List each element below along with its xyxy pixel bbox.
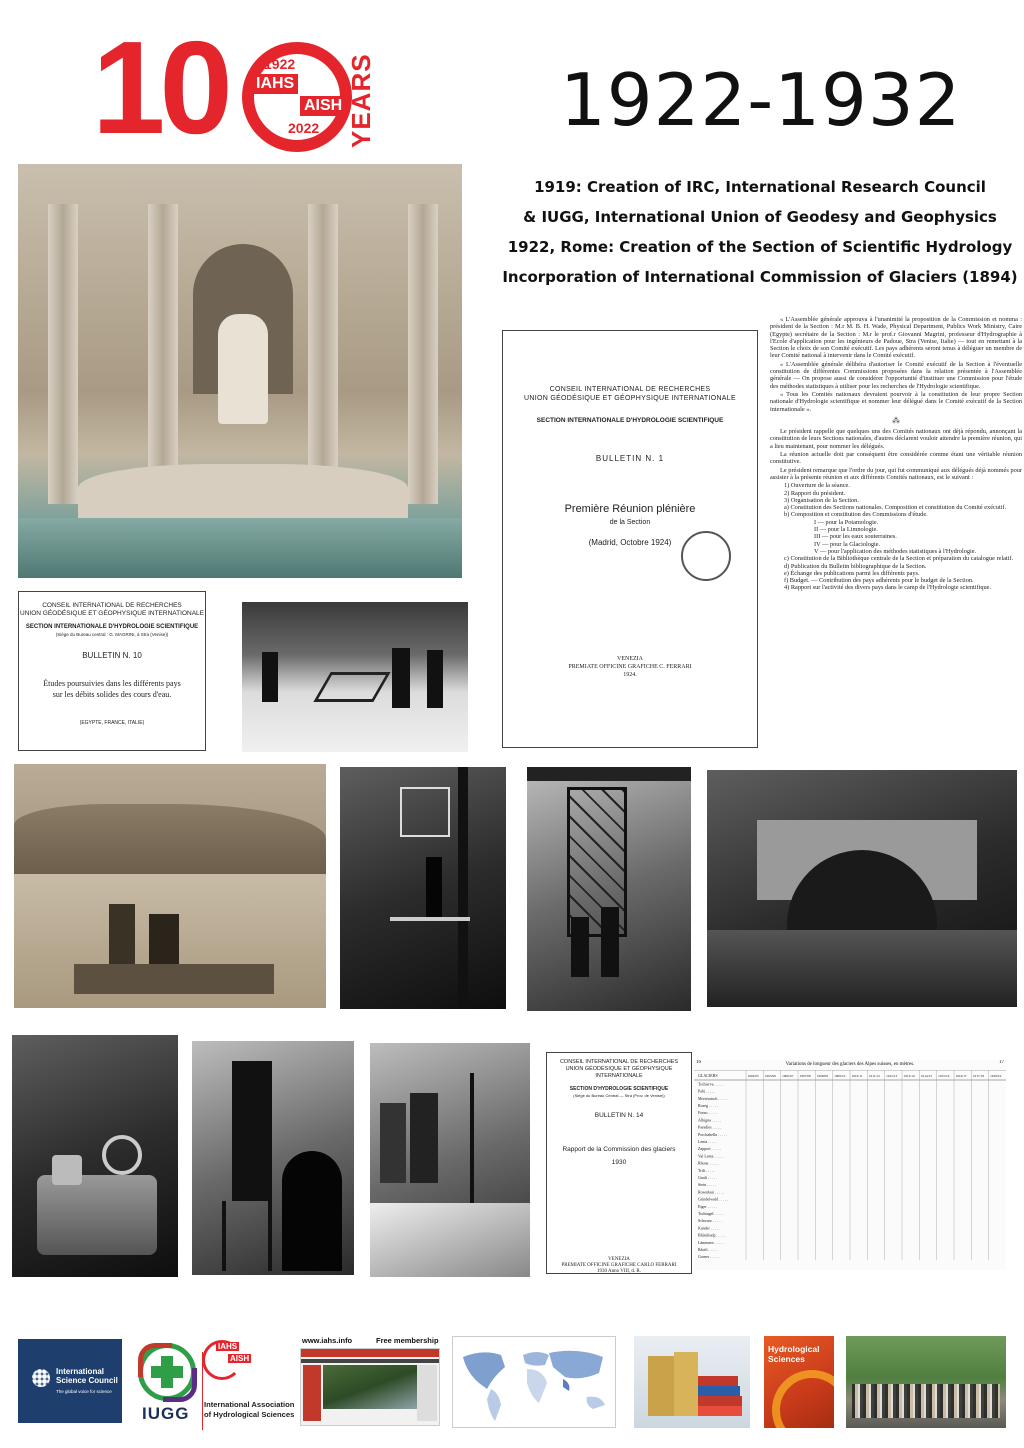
page-number-right: 17 — [999, 1060, 1004, 1065]
photo-bucket — [52, 1155, 82, 1185]
minutes-paragraph: La réunion actuelle doit par conséquent être considérée comme étant une véritable réunion constitutive. — [770, 451, 1022, 466]
logo-aish: AISH — [300, 96, 346, 116]
meeting-minutes-page — [770, 316, 1022, 752]
table-header-cell: 1909/10 — [834, 1074, 846, 1078]
history-line: 1922, Rome: Creation of the Section of Scientific Hydrology — [507, 238, 1013, 256]
page-number-left: 16 — [696, 1060, 701, 1065]
website-screenshot — [300, 1348, 440, 1426]
doc-printer: PREMIATE OFFICINE GRAFICHE C. FERRARI — [568, 664, 692, 670]
web-hero-image — [323, 1365, 417, 1409]
doc-number: BULLETIN N. 10 — [82, 651, 142, 660]
photo-column — [148, 204, 178, 504]
agenda-item: 3) Organisation de la Section. — [784, 496, 859, 504]
photo-tripod — [222, 1201, 272, 1271]
photo-sled — [313, 672, 390, 702]
iugg-label: IUGG — [142, 1404, 190, 1423]
aish-mark: AISH — [230, 1354, 250, 1363]
doc-place: (Madrid, Octobre 1924) — [588, 538, 672, 547]
table-row-label: Schwarz . . . . . — [698, 1218, 722, 1224]
stone-well-photo — [12, 1035, 178, 1277]
doc-subject: sur les débits solides des cours d'eau. — [52, 690, 172, 699]
doc-printer: PREMIATE OFFICINE GRAFICHE CARLO FERRARI — [561, 1263, 677, 1268]
minutes-paragraph: Le président remarque que l'ordre du jour, qui fut communiqué aux délégués déjà nommés pour assister à la présente réunion et aux différents Comités nationaux, est le suivant : — [770, 466, 1022, 481]
table-row-label: Val Lenta . . . . . — [698, 1153, 724, 1159]
book — [698, 1406, 742, 1416]
photo-well — [37, 1175, 157, 1255]
table-grid — [694, 1070, 1006, 1270]
table-header-cell: 1918/19 — [990, 1074, 1002, 1078]
agenda-list — [770, 482, 1022, 591]
isc-dots-icon — [32, 1369, 50, 1387]
membership-world-map — [452, 1336, 616, 1428]
table-header-cell: 1907/08 — [799, 1074, 811, 1078]
journal-title-line: Hydrological — [768, 1344, 820, 1354]
iahs-name-line: International Association — [204, 1400, 295, 1409]
table-header-cell: 1916/17 — [955, 1074, 967, 1078]
table-header-cell: 1906/07 — [782, 1074, 794, 1078]
doc-header: UNION GÉODÉSIQUE ET GÉOPHYSIQUE INTERNATIONALE — [524, 395, 736, 402]
agenda-item: f) Budget. — Contribution des pays adhérents pour le budget de la Section. — [784, 577, 974, 585]
doc-year: 1930 — [611, 1159, 627, 1166]
table-row-label: Tschingel . . . . . — [698, 1211, 724, 1216]
doc-number: BULLETIN N. 1 — [595, 454, 665, 463]
photo-figure — [601, 907, 619, 977]
isc-logo — [18, 1339, 122, 1423]
photo-raft — [74, 964, 274, 994]
table-row-label: Albigna . . . . . — [698, 1117, 721, 1123]
doc-office: (Siège du Bureau central : G. MAGRINI, à Stra (Venise)) — [55, 632, 169, 637]
photo-frame — [400, 787, 450, 837]
photo-girder — [527, 767, 691, 781]
history-line: & IUGG, International Union of Geodesy and Geophysics — [523, 208, 997, 226]
doc-year: 1924. — [623, 672, 637, 678]
table-header-cell: 1913/14 — [903, 1074, 915, 1078]
table-row-label: Tschierva . . . . . — [698, 1081, 724, 1087]
photo-figure — [410, 1093, 438, 1183]
doc-header: CONSEIL INTERNATIONAL DE RECHERCHES — [549, 386, 711, 393]
photo-pole — [470, 1073, 474, 1203]
doc-section: SECTION INTERNATIONALE D'HYDROLOGIE SCIENTIFIQUE — [536, 417, 724, 424]
table-row-label: Kander . . . . . — [698, 1225, 720, 1231]
iahs-divider — [202, 1352, 203, 1430]
history-line: 1919: Creation of IRC, International Research Council — [534, 178, 986, 196]
agenda-item: b) Composition et constitution des Commissions d'étude. — [784, 511, 928, 519]
photo-column — [408, 204, 438, 504]
poster-title: 1922-1932 — [560, 58, 962, 142]
photo-figure — [262, 652, 278, 702]
table-row-label: Blümlisalp . . . . . — [698, 1232, 726, 1238]
doc-header: CONSEIL INTERNATIONAL DE RECHERCHES — [42, 602, 182, 609]
photo-platform — [390, 917, 470, 921]
table-row-label: Lämmern . . . . . — [698, 1239, 724, 1245]
photo-instrument — [232, 1061, 272, 1201]
hydrological-sciences-journal — [764, 1336, 834, 1428]
table-header-cell: 1910/11 — [851, 1074, 863, 1078]
cableway-tower-photo — [340, 767, 506, 1009]
doc-place: (EGYPTE, FRANCE, ITALIE) — [79, 720, 145, 726]
iugg-cross-h — [151, 1366, 183, 1378]
photo-ice — [370, 1203, 530, 1277]
photo-crowd — [852, 1384, 1000, 1418]
agenda-item: 1) Ouverture de la séance. — [784, 482, 850, 490]
minutes-paragraph: « L'Assemblée générale approuva à l'unanimité la proposition de la Commission et nomma : président de la Section : M.r M. B. H. Wade, Physical Department, Publics Work Ministry, Caire (Egypte) secrétaire de la Section : M.r le prof.r Giovanni Magrini, professeur d'Hydrographie à l'Ecole d'application pour les ingénieurs de Padoue, Stra (Venise, Italie) — tout en remettant à la Section le choix de son Comité exécutif. Les pays adhérents seront tenus à déléguer un membre de leur Comité national à intervenir dans le Comité exécutif. — [770, 316, 1022, 360]
table-row-label: Forno . . . . . — [698, 1110, 718, 1116]
photo-figure — [426, 857, 442, 917]
table-header-cell: GLACIERS — [698, 1073, 718, 1078]
web-sidebar — [303, 1365, 321, 1421]
table-row-label: Zapport . . . . . — [698, 1146, 721, 1152]
agenda-item: IV — pour la Glaciologie. — [814, 540, 881, 548]
photo-pole — [458, 767, 468, 1009]
table-row-label: Rätzli . . . . . — [698, 1247, 718, 1252]
bulletin-14-cover — [546, 1052, 692, 1274]
doc-header: UNION GÉODÉSIQUE ET GÉOPHYSIQUE INTERNATIONALE — [565, 1066, 673, 1079]
doc-number: BULLETIN N. 14 — [594, 1112, 644, 1119]
table-header-cell: 1904/05 — [747, 1074, 759, 1078]
photo-column — [48, 204, 78, 504]
photo-hills — [14, 804, 326, 874]
photo-statue — [218, 314, 268, 424]
library-stamp — [681, 531, 731, 581]
table-header-cell: 1914/15 — [920, 1074, 932, 1078]
table-row-label: Lenta . . . . . — [698, 1139, 718, 1144]
agenda-item: a) Constitution des Sections nationales. Composition et constitution du Comité exécutif. — [784, 504, 1007, 512]
book — [698, 1396, 742, 1406]
glacier-expedition-photo — [370, 1043, 530, 1277]
photo-figure — [427, 650, 443, 708]
agenda-item: II — pour la Limnologie. — [814, 526, 878, 534]
instrument-operator-photo — [192, 1041, 354, 1275]
table-header-cell: 1908/09 — [816, 1074, 828, 1078]
book — [698, 1386, 740, 1396]
assembly-group-photo — [846, 1336, 1006, 1428]
table-row-label: Gauli . . . . . — [698, 1175, 717, 1180]
table-header-cell: 1917/18 — [972, 1074, 984, 1078]
history-text — [500, 172, 1020, 292]
logo-digits: 10 — [92, 14, 227, 161]
table-header-cell: 1915/16 — [938, 1074, 950, 1078]
table-row-label: Stein . . . . . — [698, 1182, 717, 1188]
table-row-label: Palü . . . . . — [698, 1088, 716, 1094]
river-cable-boat-photo — [14, 764, 326, 1008]
book — [698, 1376, 738, 1386]
doc-office: (Siège du Bureau Central — Stra (Prov. de Venise)) — [573, 1093, 665, 1098]
book — [674, 1352, 698, 1416]
agenda-item: III — pour les eaux souterraines. — [814, 533, 897, 541]
photo-figure — [380, 1103, 406, 1183]
doc-subject: Première Réunion plénière — [564, 503, 696, 515]
minutes-paragraph: Le président rappelle que quelques uns des Comités nationaux ont déjà répondu, annonçant la constitution de leurs Sections nationales, d'autres déclarent vouloir attendre la première réunion, qui a lieu maintenant, pour nommer les délégués. — [770, 428, 1022, 450]
world-map-icon — [453, 1337, 616, 1428]
table-row-label: Grindelwald . . . . . — [698, 1196, 728, 1202]
doc-subtitle: de la Section — [609, 519, 651, 526]
website-link[interactable]: www.iahs.info — [302, 1336, 353, 1345]
doc-section: SECTION D'HYDROLOGIE SCIENTIFIQUE — [569, 1086, 669, 1092]
bulletin-1-cover — [502, 330, 758, 748]
table-row-label: Paradies . . . . . — [698, 1124, 722, 1130]
photo-water — [18, 518, 462, 578]
web-sidebar-right — [417, 1365, 437, 1421]
isc-tagline: The global voice for science — [56, 1389, 112, 1394]
section-divider: ⁂ — [892, 415, 900, 425]
trevi-fountain-photo — [18, 164, 462, 578]
glacier-variations-table — [694, 1060, 1006, 1270]
table-row-label: Eiger . . . . . — [698, 1203, 717, 1209]
photo-rocks — [78, 464, 408, 524]
journal-title-line: Sciences — [768, 1354, 805, 1364]
photo-figure — [282, 1151, 342, 1271]
iahs-name-line: of Hydrological Sciences — [204, 1410, 295, 1419]
book — [648, 1356, 674, 1416]
minutes-paragraph: « Tous les Comités nationaux devraient pourvoir à la constitution de leur propre Section nationale d'Hydrologie scientifique et nommer leur délégué dans le Comité exécutif de la Section internationale ». — [770, 390, 1022, 413]
agenda-item: 4) Rapport sur l'activité des divers pays dans le camp de l'Hydrologie scientifique. — [784, 584, 992, 592]
table-header-cell: 1912/13 — [886, 1074, 898, 1078]
iahs-centenary-logo — [92, 14, 382, 161]
doc-city: VENEZIA — [608, 1257, 630, 1262]
iahs-full-name — [204, 1400, 296, 1420]
table-row-label: Rhone . . . . . — [698, 1160, 719, 1166]
iahs-logo — [202, 1340, 295, 1430]
table-row-label: Porchabella . . . . . — [698, 1131, 727, 1137]
iugg-emblem-icon — [138, 1343, 196, 1401]
doc-city: VENEZIA — [617, 656, 643, 662]
table-row-label: Rosenlaui . . . . . — [698, 1189, 724, 1195]
photo-column — [308, 204, 338, 504]
agenda-item: I — pour la Potamologie. — [814, 518, 879, 526]
journal-title — [768, 1344, 819, 1364]
isc-name: International Science Council — [56, 1367, 118, 1385]
logo-iahs: IAHS — [252, 74, 298, 94]
logo-year-end: 2022 — [288, 120, 320, 136]
table-title: Variations de longueur des glaciers des Alpes suisses, en mètres. — [785, 1062, 915, 1067]
web-nav-bar — [301, 1359, 439, 1363]
photo-figure — [392, 648, 410, 708]
photo-riverbed — [707, 930, 1017, 1007]
photo-wheel — [102, 1135, 142, 1175]
table-row-label: Morteratsch . . . . . — [698, 1095, 728, 1101]
table-header-cell: 1905/06 — [764, 1074, 776, 1078]
logo-years-word: YEARS — [346, 53, 376, 148]
iahs-mark: IAHS — [218, 1342, 238, 1351]
agenda-item: V — pour l'application des méthodes statistiques à l'Hydrologie. — [814, 547, 977, 555]
logo-year-start: 1922 — [264, 56, 296, 72]
table-row-label: Roseg . . . . . — [698, 1103, 718, 1108]
doc-section: SECTION INTERNATIONALE D'HYDROLOGIE SCIENTIFIQUE — [25, 624, 199, 630]
agenda-item: e) Échange des publications parmi les différents pays. — [784, 569, 920, 577]
web-header-bar — [301, 1349, 439, 1357]
agenda-item: d) Publication du Bulletin bibliographique de la Section. — [784, 562, 927, 570]
stone-bridge-photo — [707, 770, 1017, 1007]
agenda-item: 2) Rapport du président. — [784, 489, 846, 497]
doc-header: UNION GÉODÉSIQUE ET GÉOPHYSIQUE INTERNATIONALE — [20, 610, 204, 617]
journal-swirl — [772, 1370, 834, 1428]
doc-header: CONSEIL INTERNATIONAL DE RECHERCHES — [559, 1059, 679, 1065]
doc-subject: Études poursuivies dans les différents pays — [43, 679, 181, 688]
table-header-cell: 1911/12 — [868, 1074, 880, 1078]
agenda-item: c) Constitution de la Bibliothèque centrale de la Section et préparation du catalogue relatif. — [784, 555, 1014, 563]
bulletin-10-cover — [18, 591, 206, 751]
doc-print-year: 1930 Anno VIII, d. R. — [597, 1269, 641, 1274]
table-row-label: Trift . . . . . — [698, 1167, 716, 1173]
photo-figure — [571, 917, 589, 977]
iahs-books-photo — [634, 1336, 750, 1428]
doc-subject: Rapport de la Commission des glaciers — [562, 1146, 676, 1153]
table-row-label: Gorner . . . . . — [698, 1254, 720, 1260]
gauging-cage-photo — [527, 767, 691, 1011]
history-line: Incorporation of International Commission of Glaciers (1894) — [502, 268, 1018, 286]
minutes-paragraph: « L'Assemblée générale délibéra d'autoriser le Comité exécutif de la Section à l'éventuelle constitution de différentes Commissions proposées dans la relation présentée à l'Assemblée générale — On propose aussi de considérer l'opportunité d'instituer une Commission pour l'étude des méthodes statistiques à utiliser pour les recherches de l'Hydrologie scientifique. — [770, 360, 1022, 390]
membership-label: Free membership — [376, 1336, 439, 1345]
snow-measurement-photo — [242, 602, 468, 752]
